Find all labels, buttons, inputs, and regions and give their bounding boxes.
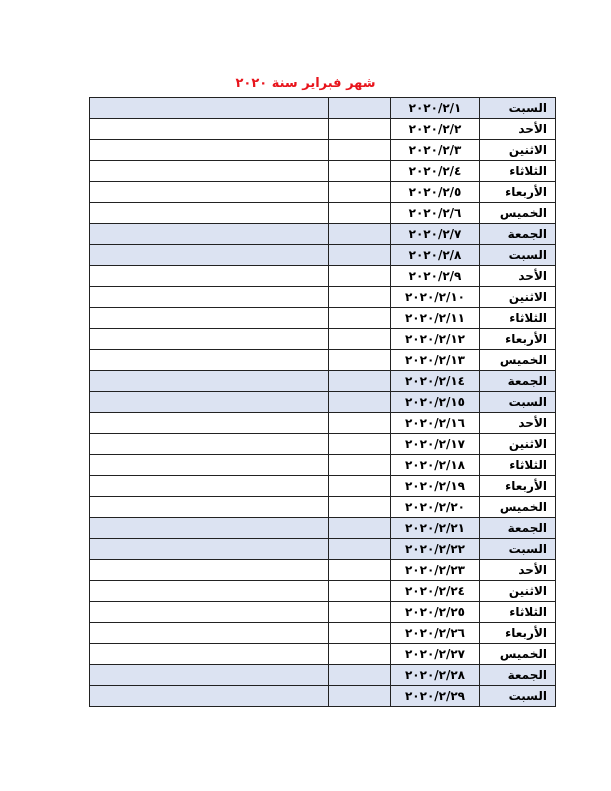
extra-cell (329, 665, 391, 686)
table-row (90, 161, 556, 182)
table-row (90, 371, 556, 392)
day-cell: السبت (480, 539, 556, 560)
date-cell: ٢٠٢٠/٢/٩ (391, 266, 480, 287)
table-row (90, 518, 556, 539)
date-cell: ٢٠٢٠/٢/٨ (391, 245, 480, 266)
date-cell: ٢٠٢٠/٢/١٣ (391, 350, 480, 371)
date-cell: ٢٠٢٠/٢/٢٧ (391, 644, 480, 665)
day-cell: السبت (480, 98, 556, 119)
table-row (90, 329, 556, 350)
date-cell: ٢٠٢٠/٢/٢٥ (391, 602, 480, 623)
table-row (90, 287, 556, 308)
notes-cell (90, 329, 329, 350)
date-cell: ٢٠٢٠/٢/٦ (391, 203, 480, 224)
date-cell: ٢٠٢٠/٢/٢٦ (391, 623, 480, 644)
extra-cell (329, 623, 391, 644)
day-cell: السبت (480, 686, 556, 707)
day-cell: السبت (480, 392, 556, 413)
notes-cell (90, 224, 329, 245)
extra-cell (329, 560, 391, 581)
date-cell: ٢٠٢٠/٢/٢٩ (391, 686, 480, 707)
extra-cell (329, 287, 391, 308)
day-cell: الثلاثاء (480, 455, 556, 476)
extra-cell (329, 224, 391, 245)
extra-cell (329, 98, 391, 119)
notes-cell (90, 476, 329, 497)
date-cell: ٢٠٢٠/٢/٤ (391, 161, 480, 182)
table-row (90, 308, 556, 329)
calendar-table (89, 97, 556, 707)
table-row (90, 560, 556, 581)
notes-cell (90, 371, 329, 392)
date-cell: ٢٠٢٠/٢/٢٨ (391, 665, 480, 686)
notes-cell (90, 560, 329, 581)
day-cell: الاثنين (480, 581, 556, 602)
day-cell: الجمعة (480, 224, 556, 245)
extra-cell (329, 644, 391, 665)
notes-cell (90, 119, 329, 140)
day-cell: الثلاثاء (480, 602, 556, 623)
extra-cell (329, 434, 391, 455)
notes-cell (90, 392, 329, 413)
date-cell: ٢٠٢٠/٢/٧ (391, 224, 480, 245)
date-cell: ٢٠٢٠/٢/٢١ (391, 518, 480, 539)
extra-cell (329, 161, 391, 182)
extra-cell (329, 245, 391, 266)
date-cell: ٢٠٢٠/٢/١٦ (391, 413, 480, 434)
date-cell: ٢٠٢٠/٢/١٧ (391, 434, 480, 455)
day-cell: الخميس (480, 497, 556, 518)
extra-cell (329, 329, 391, 350)
day-cell: الاثنين (480, 434, 556, 455)
day-cell: الجمعة (480, 371, 556, 392)
notes-cell (90, 140, 329, 161)
table-row (90, 413, 556, 434)
extra-cell (329, 602, 391, 623)
date-cell: ٢٠٢٠/٢/١١ (391, 308, 480, 329)
day-cell: الثلاثاء (480, 161, 556, 182)
date-cell: ٢٠٢٠/٢/١٢ (391, 329, 480, 350)
date-cell: ٢٠٢٠/٢/٢٣ (391, 560, 480, 581)
day-cell: الخميس (480, 203, 556, 224)
day-cell: الأحد (480, 560, 556, 581)
table-row (90, 602, 556, 623)
date-cell: ٢٠٢٠/٢/٥ (391, 182, 480, 203)
extra-cell (329, 686, 391, 707)
extra-cell (329, 392, 391, 413)
notes-cell (90, 665, 329, 686)
notes-cell (90, 623, 329, 644)
notes-cell (90, 308, 329, 329)
extra-cell (329, 518, 391, 539)
table-row (90, 455, 556, 476)
day-cell: الخميس (480, 644, 556, 665)
day-cell: الجمعة (480, 665, 556, 686)
notes-cell (90, 602, 329, 623)
extra-cell (329, 455, 391, 476)
notes-cell (90, 203, 329, 224)
day-cell: الأربعاء (480, 329, 556, 350)
date-cell: ٢٠٢٠/٢/٢ (391, 119, 480, 140)
table-row (90, 182, 556, 203)
day-cell: الأحد (480, 413, 556, 434)
notes-cell (90, 98, 329, 119)
table-row (90, 581, 556, 602)
day-cell: الخميس (480, 350, 556, 371)
day-cell: الاثنين (480, 140, 556, 161)
table-row (90, 119, 556, 140)
notes-cell (90, 455, 329, 476)
extra-cell (329, 119, 391, 140)
table-row (90, 497, 556, 518)
date-cell: ٢٠٢٠/٢/١٩ (391, 476, 480, 497)
day-cell: الثلاثاء (480, 308, 556, 329)
day-cell: الجمعة (480, 518, 556, 539)
notes-cell (90, 518, 329, 539)
table-row (90, 392, 556, 413)
table-row (90, 224, 556, 245)
extra-cell (329, 308, 391, 329)
notes-cell (90, 413, 329, 434)
notes-cell (90, 644, 329, 665)
table-row (90, 203, 556, 224)
date-cell: ٢٠٢٠/٢/١٨ (391, 455, 480, 476)
table-row (90, 623, 556, 644)
notes-cell (90, 182, 329, 203)
date-cell: ٢٠٢٠/٢/٢٤ (391, 581, 480, 602)
table-row (90, 140, 556, 161)
page-title: شهر فبراير سنة ٢٠٢٠ (235, 76, 376, 91)
calendar-body (90, 98, 556, 707)
day-cell: الأربعاء (480, 623, 556, 644)
table-row (90, 476, 556, 497)
day-cell: السبت (480, 245, 556, 266)
date-cell: ٢٠٢٠/٢/١٥ (391, 392, 480, 413)
table-row (90, 266, 556, 287)
notes-cell (90, 266, 329, 287)
extra-cell (329, 203, 391, 224)
extra-cell (329, 539, 391, 560)
day-cell: الأحد (480, 266, 556, 287)
extra-cell (329, 476, 391, 497)
notes-cell (90, 434, 329, 455)
notes-cell (90, 350, 329, 371)
extra-cell (329, 140, 391, 161)
notes-cell (90, 686, 329, 707)
table-row (90, 644, 556, 665)
day-cell: الاثنين (480, 287, 556, 308)
date-cell: ٢٠٢٠/٢/٣ (391, 140, 480, 161)
extra-cell (329, 497, 391, 518)
extra-cell (329, 581, 391, 602)
notes-cell (90, 539, 329, 560)
extra-cell (329, 371, 391, 392)
table-row (90, 350, 556, 371)
date-cell: ٢٠٢٠/٢/٢٠ (391, 497, 480, 518)
extra-cell (329, 266, 391, 287)
date-cell: ٢٠٢٠/٢/١ (391, 98, 480, 119)
date-cell: ٢٠٢٠/٢/٢٢ (391, 539, 480, 560)
day-cell: الأربعاء (480, 476, 556, 497)
table-row (90, 665, 556, 686)
notes-cell (90, 287, 329, 308)
table-row (90, 98, 556, 119)
extra-cell (329, 350, 391, 371)
table-row (90, 434, 556, 455)
notes-cell (90, 581, 329, 602)
day-cell: الأربعاء (480, 182, 556, 203)
date-cell: ٢٠٢٠/٢/١٠ (391, 287, 480, 308)
table-row (90, 245, 556, 266)
notes-cell (90, 497, 329, 518)
extra-cell (329, 182, 391, 203)
table-row (90, 686, 556, 707)
notes-cell (90, 161, 329, 182)
notes-cell (90, 245, 329, 266)
extra-cell (329, 413, 391, 434)
date-cell: ٢٠٢٠/٢/١٤ (391, 371, 480, 392)
table-row (90, 539, 556, 560)
day-cell: الأحد (480, 119, 556, 140)
